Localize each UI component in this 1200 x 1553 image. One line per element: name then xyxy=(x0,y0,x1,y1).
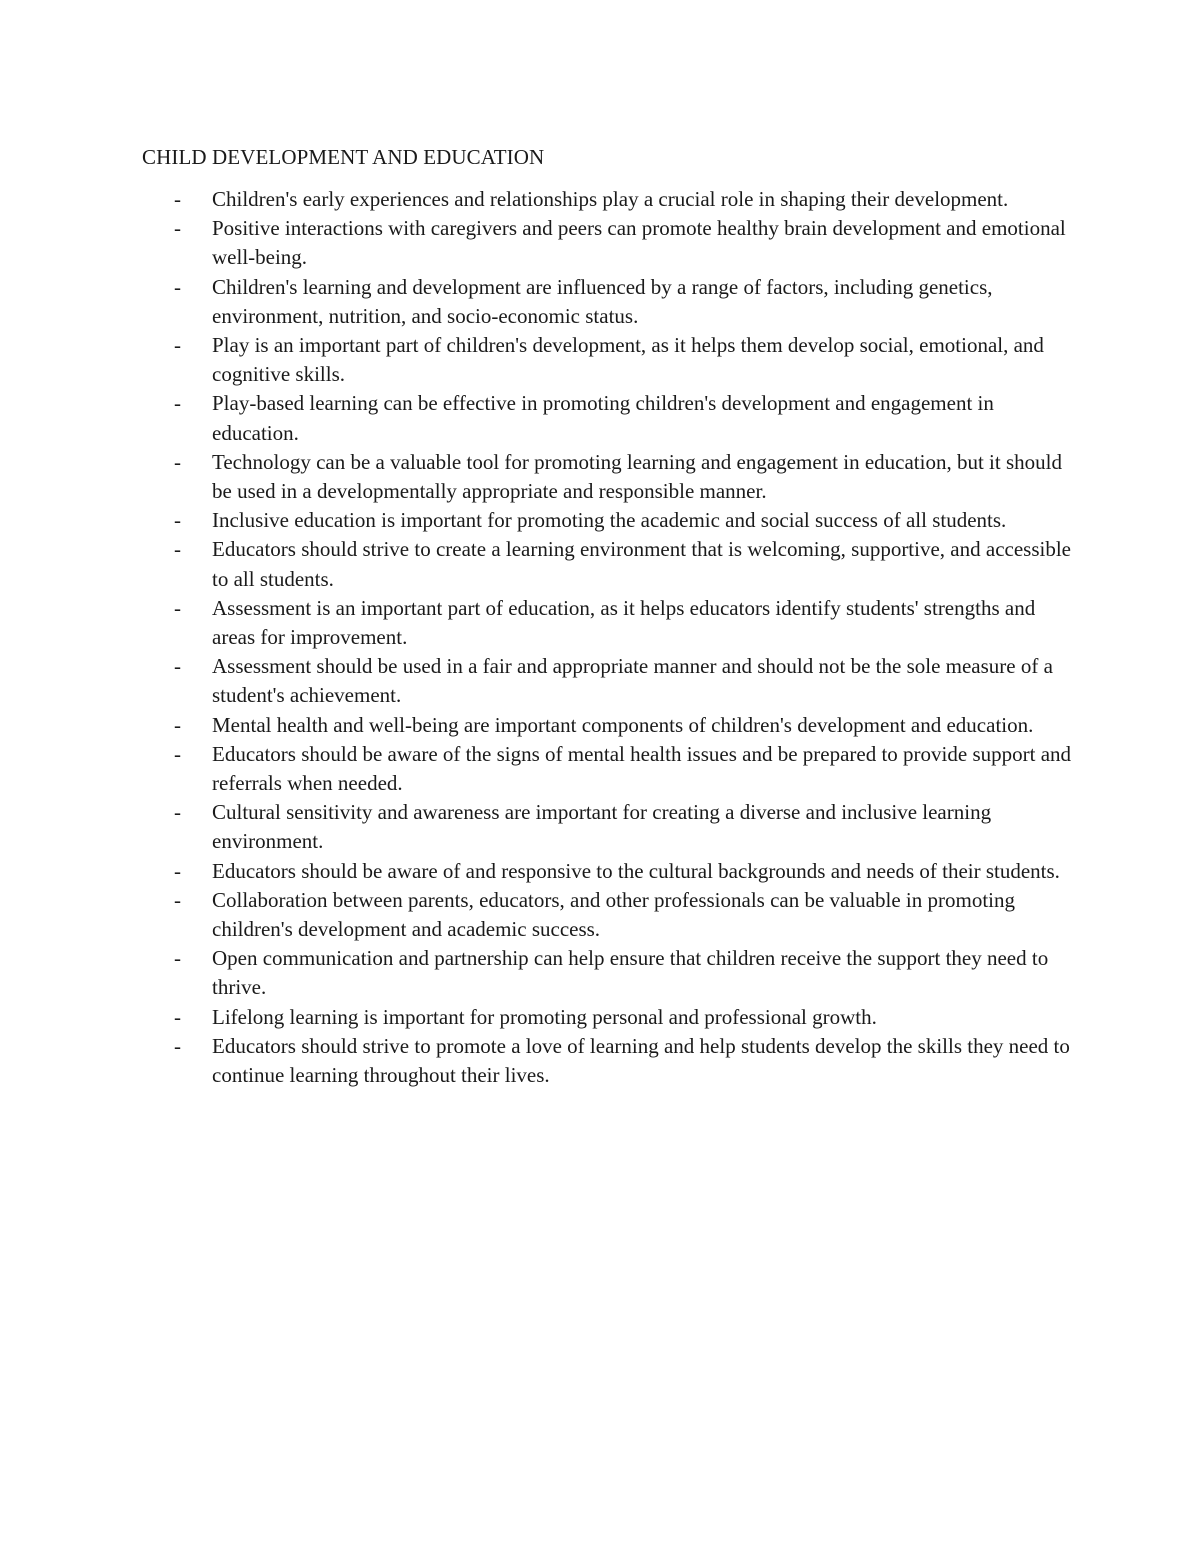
list-item-text: Mental health and well-being are important components of children's development and education. xyxy=(212,712,1034,737)
list-item xyxy=(172,798,1072,856)
list-item-text: Lifelong learning is important for promoting personal and professional growth. xyxy=(212,1004,877,1029)
list-item-text: Educators should strive to promote a love of learning and help students develop the skills they need to continue learning throughout their lives. xyxy=(212,1033,1070,1088)
list-item-text: Play-based learning can be effective in promoting children's development and engagement in education. xyxy=(212,391,994,445)
bullet-list xyxy=(172,185,1072,1090)
bullet-dash: - xyxy=(174,800,181,825)
list-item xyxy=(172,740,1072,798)
list-item xyxy=(172,331,1072,389)
bullet-dash: - xyxy=(174,187,181,211)
list-item-text: Collaboration between parents, educators, and other professionals can be valuable in promoting children's development and academic success. xyxy=(212,887,1016,942)
list-item-text: Children's learning and development are influenced by a range of factors, including genetics, environment, nutrition, and socio-economic status. xyxy=(212,274,993,328)
list-item-text: Positive interactions with caregivers and peers can promote healthy brain development and emotional well-being. xyxy=(212,216,1066,270)
bullet-dash: - xyxy=(174,741,181,766)
bullet-dash: - xyxy=(174,946,181,971)
list-item xyxy=(172,273,1072,331)
bullet-dash: - xyxy=(174,712,181,737)
list-item xyxy=(172,857,1072,886)
list-item-text: Inclusive education is important for promoting the academic and social success of all students. xyxy=(212,508,1007,533)
list-item-text: Educators should strive to create a learning environment that is welcoming, supportive, and accessible to all students. xyxy=(212,537,1071,591)
bullet-dash: - xyxy=(174,508,181,533)
list-item xyxy=(172,448,1072,506)
list-item xyxy=(172,944,1072,1002)
bullet-dash: - xyxy=(174,391,181,416)
document-title: CHILD DEVELOPMENT AND EDUCATION xyxy=(142,145,545,169)
bullet-dash: - xyxy=(174,1004,181,1029)
list-item-text: Open communication and partnership can help ensure that children receive the support they need to thrive. xyxy=(212,946,1049,1000)
list-item-text: Educators should be aware of the signs of mental health issues and be prepared to provide support and referrals when needed. xyxy=(212,741,1072,796)
list-item xyxy=(172,389,1072,447)
list-item xyxy=(172,506,1072,535)
bullet-dash: - xyxy=(174,333,181,358)
list-item-text: Cultural sensitivity and awareness are important for creating a diverse and inclusive learning environment. xyxy=(212,800,992,854)
list-item xyxy=(172,214,1072,272)
bullet-dash: - xyxy=(174,1033,181,1058)
list-item xyxy=(172,535,1072,593)
bullet-dash: - xyxy=(174,449,181,474)
bullet-dash: - xyxy=(174,858,181,883)
list-item-text: Children's early experiences and relationships play a crucial role in shaping their development. xyxy=(212,187,1009,211)
list-item xyxy=(172,1003,1072,1032)
list-item xyxy=(172,886,1072,944)
list-item-text: Play is an important part of children's development, as it helps them develop social, emotional, and cognitive skills. xyxy=(212,333,1044,387)
bullet-dash: - xyxy=(174,654,181,679)
list-item-text: Technology can be a valuable tool for promoting learning and engagement in education, but it should be used in a developmentally appropriate and responsible manner. xyxy=(212,449,1062,504)
list-item xyxy=(172,185,1072,214)
list-item-text: Assessment is an important part of education, as it helps educators identify students' strengths and areas for improvement. xyxy=(212,595,1036,650)
list-item-text: Educators should be aware of and responsive to the cultural backgrounds and needs of their students. xyxy=(212,858,1060,883)
bullet-dash: - xyxy=(174,537,181,562)
bullet-dash: - xyxy=(174,274,181,299)
list-item xyxy=(172,652,1072,710)
list-item xyxy=(172,711,1072,740)
bullet-dash: - xyxy=(174,595,181,620)
list-item xyxy=(172,594,1072,652)
bullet-dash: - xyxy=(174,216,181,241)
list-item xyxy=(172,1032,1072,1090)
bullet-dash: - xyxy=(174,887,181,912)
list-item-text: Assessment should be used in a fair and appropriate manner and should not be the sole measure of a student's achievement. xyxy=(212,654,1053,708)
